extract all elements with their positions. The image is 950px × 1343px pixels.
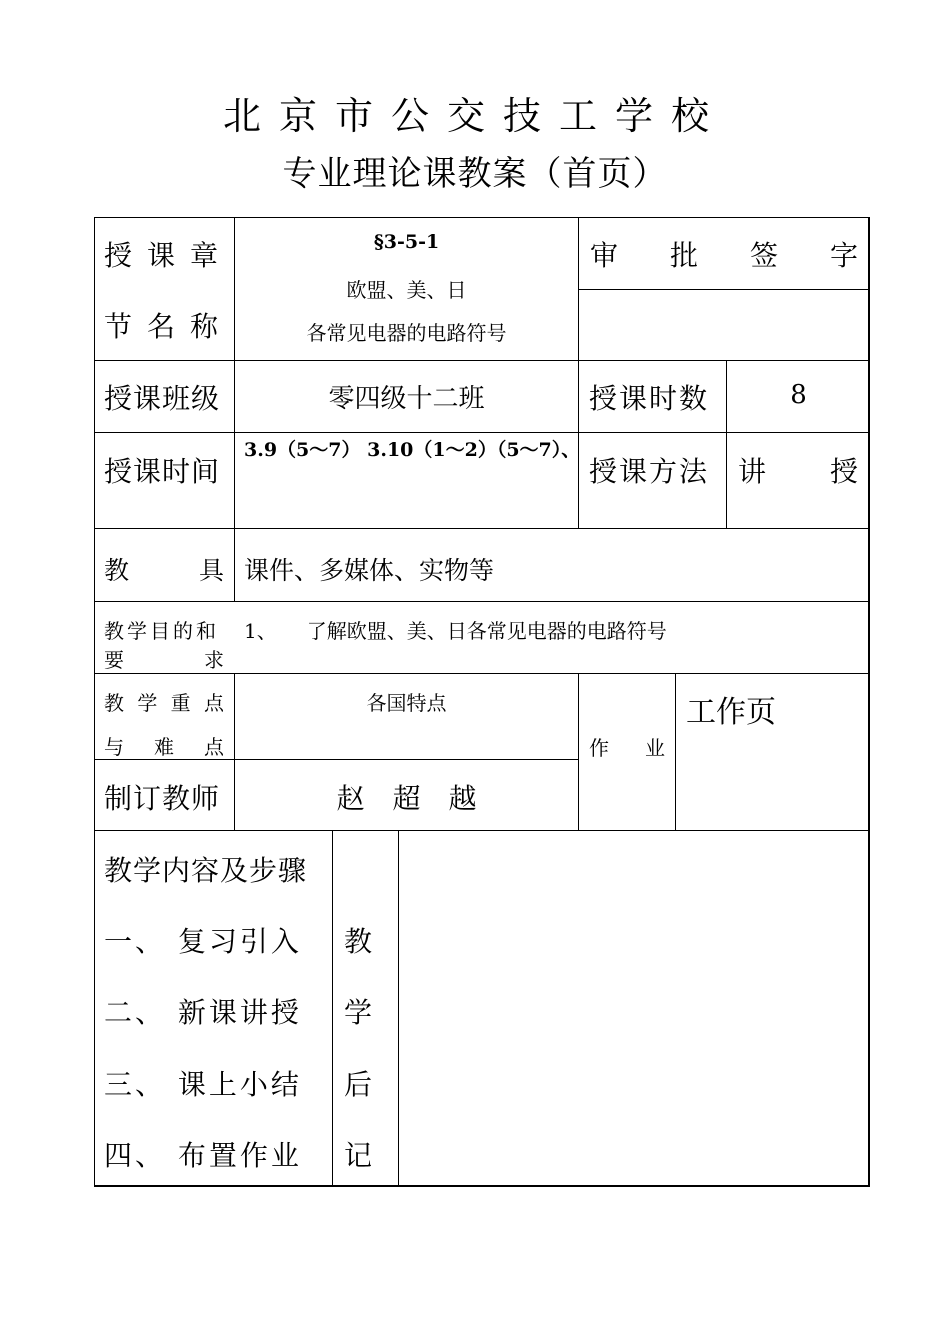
row-divider: [94, 673, 870, 674]
tools-label: [104, 551, 224, 587]
row-divider: [578, 289, 870, 290]
approval-char: 字: [829, 239, 858, 272]
postscript-char: 记: [344, 1139, 373, 1172]
key-points-value: 各国特点: [366, 691, 447, 715]
content-step: 三、 课上小结: [104, 1068, 302, 1101]
row-divider: [94, 528, 870, 529]
approval-label: [590, 234, 858, 274]
method-value: [738, 450, 858, 490]
postscript-char: 教: [344, 925, 373, 958]
school-name: 北京市公交技工学校: [222, 94, 727, 138]
key-points-label-line1: 教 学 重 点: [104, 691, 224, 715]
objectives-value: 1、 了解欧盟、美、日各常见电器的电路符号: [244, 619, 667, 643]
tools-value: 课件、多媒体、实物等: [244, 556, 495, 585]
postscript-char: 后: [344, 1068, 373, 1101]
time-label: 授课时间: [104, 455, 221, 488]
postscript-notes-area[interactable]: [409, 842, 859, 1177]
time-value: 3.9（5～7） 3.10（1～2）（5～7）、: [244, 439, 581, 461]
row-divider: [94, 360, 870, 361]
document-title: 专业理论课教案（首页）: [282, 154, 668, 194]
row-divider: [94, 830, 870, 831]
content-step: 四、 布置作业: [104, 1139, 302, 1172]
objectives-label-line2: [104, 644, 224, 673]
col-divider: [398, 830, 399, 1187]
postscript-char: 学: [344, 996, 373, 1029]
key-points-label-line2: 与 难 点: [104, 735, 224, 759]
col-divider: [578, 217, 579, 529]
method-char: 讲: [738, 455, 767, 488]
chapter-label-line2: 节名称: [104, 310, 234, 343]
objectives-char: 求: [204, 648, 224, 672]
approval-char: 审: [590, 239, 619, 272]
content-title: 教学内容及步骤: [104, 854, 308, 887]
approval-char: 签: [749, 239, 778, 272]
row-divider: [94, 601, 870, 602]
method-char: 授: [829, 455, 858, 488]
teacher-value: 赵 超 越: [336, 782, 477, 815]
section-number: §3-5-1: [373, 231, 440, 253]
class-value: 零四级十二班: [328, 384, 485, 414]
tools-char: 教: [104, 556, 130, 585]
hours-value: 8: [790, 380, 807, 410]
col-divider: [332, 830, 333, 1187]
chapter-name-line1: 欧盟、美、日: [346, 278, 467, 302]
content-step: 二、 新课讲授: [104, 996, 302, 1029]
method-label: 授课方法: [589, 455, 710, 488]
lesson-plan-table: [94, 217, 871, 1188]
chapter-name-line2: 各常见电器的电路符号: [306, 321, 507, 345]
row-divider: [94, 432, 870, 433]
tools-char: 具: [198, 556, 224, 585]
chapter-label-line1: 授课章: [104, 239, 234, 272]
col-divider: [675, 673, 676, 831]
homework-value: 工作页: [686, 695, 776, 730]
teacher-label: 制订教师: [104, 782, 221, 815]
objectives-char: 要: [104, 648, 124, 672]
content-step: 一、 复习引入: [104, 925, 302, 958]
objectives-label-line1: 教学目的和: [104, 619, 219, 643]
approval-char: 批: [669, 239, 698, 272]
col-divider: [578, 673, 579, 831]
class-label: 授课班级: [104, 382, 221, 415]
homework-label: 作 业: [589, 736, 665, 760]
hours-label: 授课时数: [589, 382, 710, 415]
